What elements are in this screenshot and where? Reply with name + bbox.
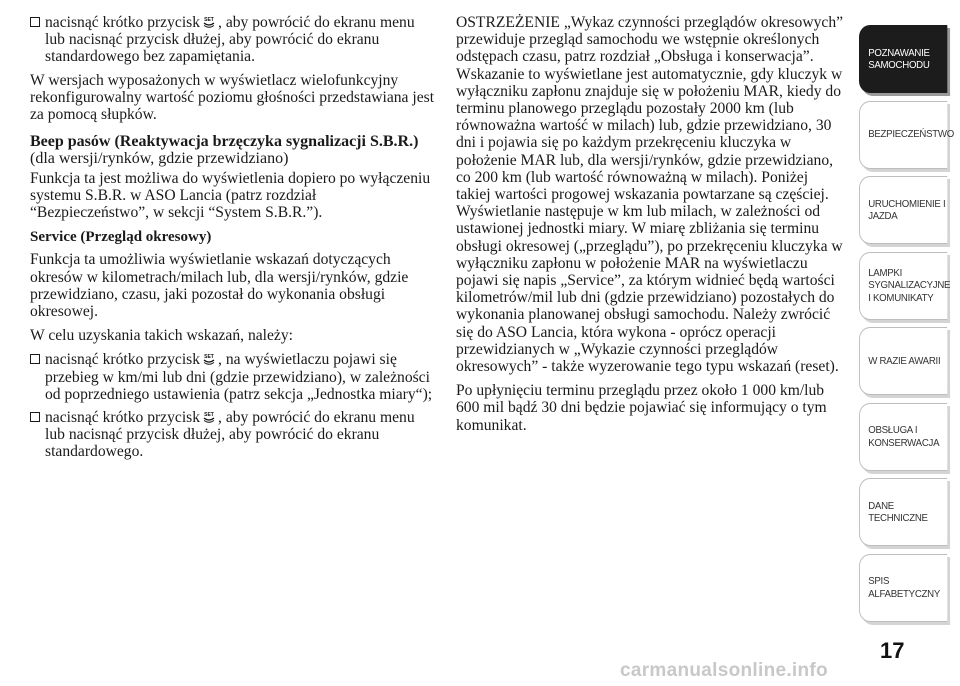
checkbox-bullet-icon bbox=[30, 412, 40, 422]
service-intro: W celu uzyskania takich wskazań, należy: bbox=[30, 327, 293, 345]
page-number: 17 bbox=[880, 638, 905, 663]
watermark-text: carmanualsonline.info bbox=[620, 660, 828, 681]
set-button-icon bbox=[202, 353, 216, 365]
list-item bbox=[30, 409, 438, 461]
bullet-text-end: , aby powrócić do ekranu menu lub nacisnąć przycisk dłużej, aby powrócić do ekranu standardowego. bbox=[45, 409, 415, 461]
list-item bbox=[30, 14, 438, 66]
svg-text:SET: SET bbox=[204, 17, 214, 23]
tab-spis-alfabetyczny[interactable]: SPIS ALFABETYCZNY bbox=[859, 554, 947, 622]
service-paragraph: Funkcja ta umożliwia wyświetlanie wskazań dotyczących okresów w kilometrach/milach lub, dla wersji/rynków, gdzie przewidziano, czasu, jaki pozostał do wykonania obsługi okresowej. bbox=[30, 251, 409, 321]
bullet-text-end: , na wyświetlaczu pojawi się przebieg w km/mi lub dni (gdzie przewidziano), w zależności od poprzedniego ustawienia (patrz sekcja „Jednostka miary“); bbox=[45, 351, 433, 403]
bullet-text-start: nacisnąć krótko przycisk bbox=[45, 14, 201, 31]
tab-lampki-sygnalizacyjne[interactable]: LAMPKI SYGNALIZACYJNE I KOMUNIKATY bbox=[859, 252, 947, 320]
set-button-icon bbox=[202, 16, 216, 28]
checkbox-bullet-icon bbox=[30, 17, 40, 27]
svg-text:SET: SET bbox=[204, 412, 214, 419]
tab-dane-techniczne[interactable]: DANE TECHNICZNE bbox=[859, 478, 947, 546]
beep-heading-note: (dla wersji/rynków, gdzie przewidziano) bbox=[30, 150, 289, 168]
list-item bbox=[30, 351, 438, 403]
beep-heading: Beep pasów (Reaktywacja brzęczyka sygnalizacji S.B.R.) (dla wersji/rynków, gdzie przewidziano) bbox=[30, 133, 419, 168]
bullet-text-end: , aby powrócić do ekranu menu lub nacisnąć przycisk dłużej, aby powrócić do ekranu standardowego bez zapamiętania. bbox=[45, 14, 415, 66]
set-button-icon bbox=[202, 411, 216, 423]
left-column bbox=[30, 14, 438, 467]
beep-paragraph: Funkcja ta jest możliwa do wyświetlenia dopiero po wyłączeniu systemu S.B.R. w ASO Lancia (patrz rozdział “Bezpieczeństwo”, w sekcji “System S.B.R.”). bbox=[30, 169, 431, 222]
svg-text:SET: SET bbox=[204, 354, 214, 361]
checkbox-bullet-icon bbox=[30, 354, 40, 364]
service-heading: Service (Przegląd okresowy) bbox=[30, 229, 212, 246]
chapter-tabs bbox=[859, 25, 955, 629]
warning-paragraph: OSTRZEŻENIE „Wykaz czynności przeglądów okresowych” przewiduje przegląd samochodu we wstępnie określonych odstępach czasu, patrz rozdział „Obsługa i konserwacja”. Wskazanie to wyświetlane jest automatycznie, gdy kluczyk w wyłączniku zapłonu znajduje się w położeniu MAR, kiedy do terminu planowego przeglądu pozostały 2000 km (lub równoważna wartość w milach) lub, gdzie przewidziano, 30 dni i pojawia się po każdym przekręceniu kluczyka w położenie MAR lub, dla wersji/rynków, gdzie przewidziano, co 200 km (lub wartość równoważną w milach). Poniżej takiej wartości progowej wskazania powtarzane są częściej. Wyświetlanie następuje w km lub milach, w zależności od ustawionej jednostki miary. W miarę zbliżania się terminu obsługi okresowej („przeglądu”), po przekręceniu kluczyka w wyłączniku zapłonu w położenie MAR na wyświetlaczu pojawi się napis „Service”, za którym widnieć będą wartości kilometrów/mil lub dni (gdzie przewidziano) pozostałych do wykonania planowanej obsługi samochodu. Należy zwrócić się do ASO Lancia, która wykona - oprócz operacji przewidzianych w „Wykazie czynności przeglądów okresowych” - także wyzerowanie tego typu wskazań (reset). bbox=[456, 14, 844, 376]
volume-paragraph: W wersjach wyposażonych w wyświetlacz wielofunkcyjny rekonfigurowalny wartość poziomu głośności przedstawiana jest za pomocą słupków. bbox=[30, 71, 435, 124]
tab-obsluga-i-konserwacja[interactable]: OBSŁUGA I KONSERWACJA bbox=[859, 403, 947, 471]
tab-uruchomienie-i-jazda[interactable]: URUCHOMIENIE I JAZDA bbox=[859, 176, 947, 244]
bullet-text-start: nacisnąć krótko przycisk bbox=[45, 409, 201, 427]
tab-poznawanie-samochodu[interactable]: POZNAWANIE SAMOCHODU bbox=[859, 25, 947, 93]
final-paragraph: Po upłynięciu terminu przeglądu przez około 1 000 km/lub 600 mil bądź 30 dni będzie pojawiać się informujący o tym komunikat. bbox=[456, 382, 827, 434]
bullet-text-start: nacisnąć krótko przycisk bbox=[45, 351, 201, 369]
right-column bbox=[456, 14, 844, 441]
tab-w-razie-awarii[interactable]: W RAZIE AWARII bbox=[859, 327, 947, 395]
tab-bezpieczenstwo[interactable]: BEZPIECZEŃSTWO bbox=[859, 101, 947, 169]
